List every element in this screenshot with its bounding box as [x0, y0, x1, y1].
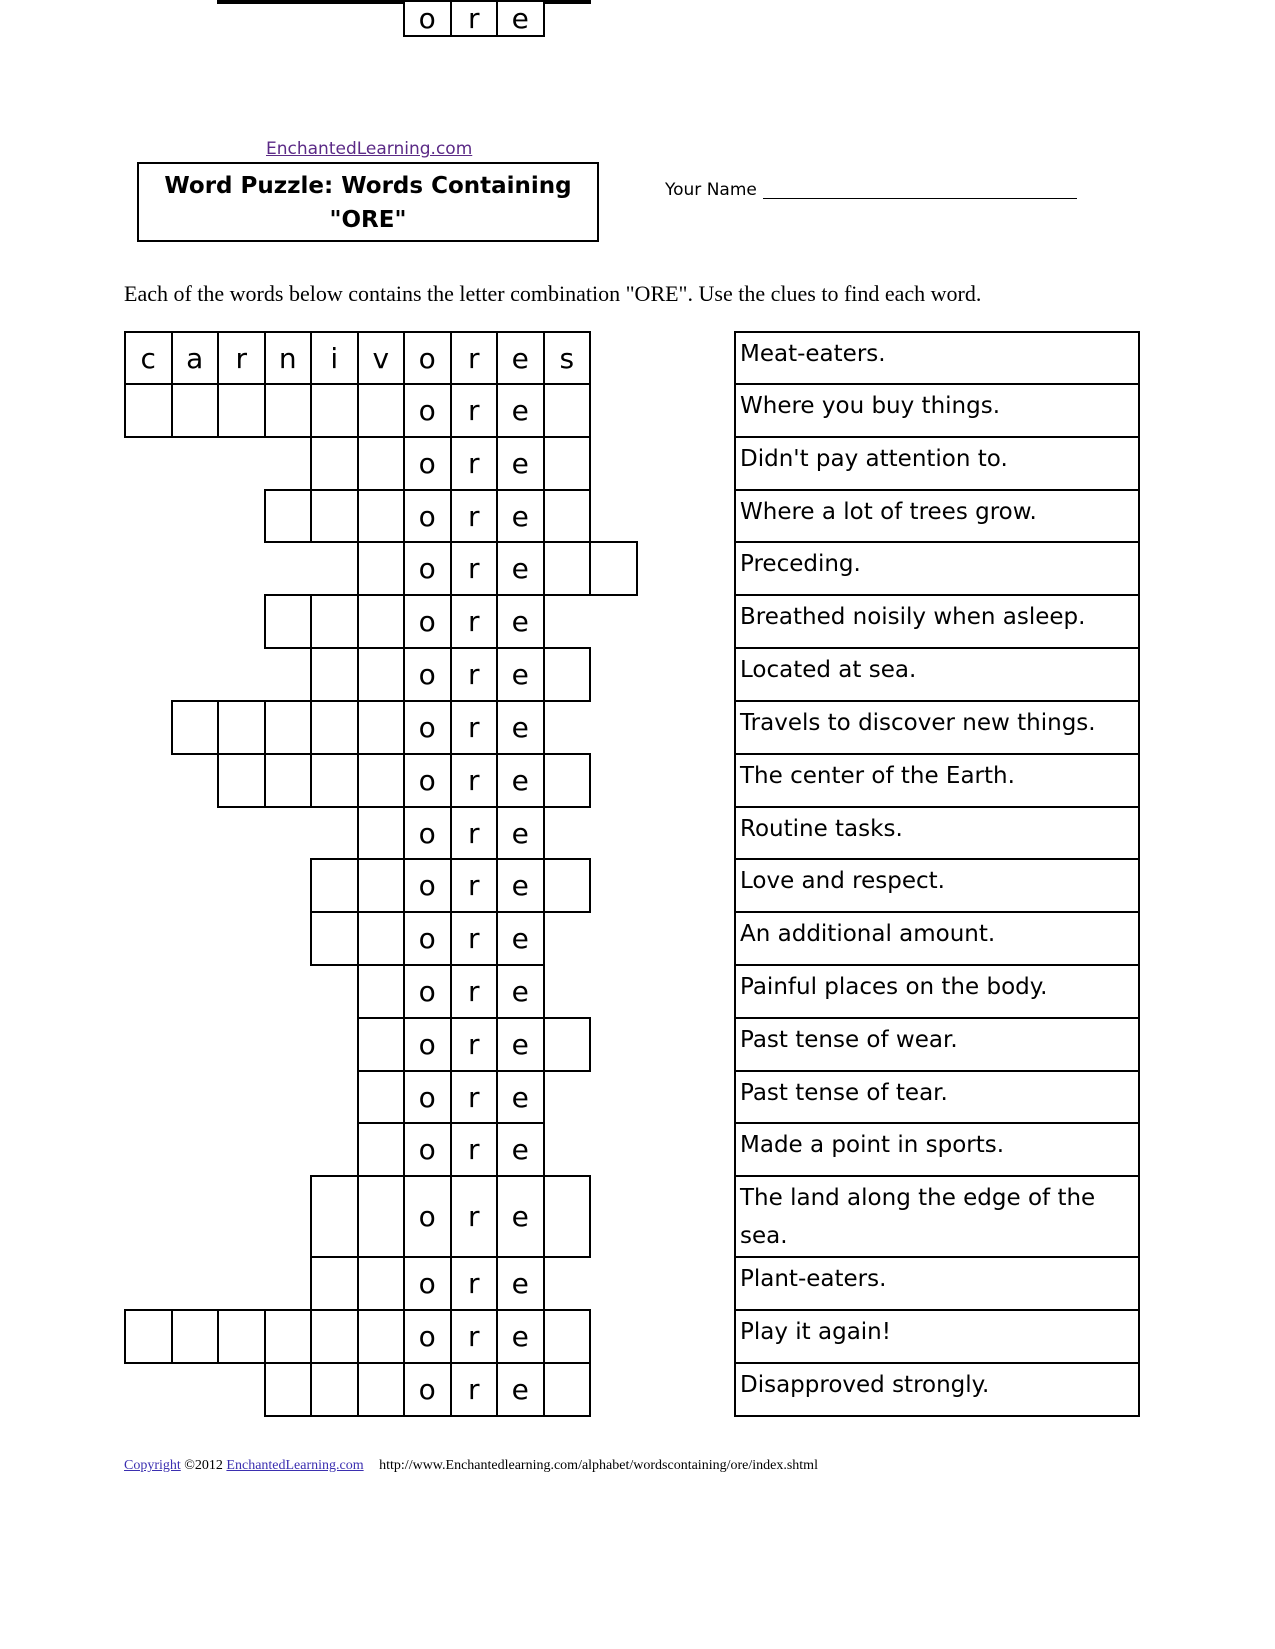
- ore-letter-cell: e: [496, 964, 545, 1019]
- clue-item: Travels to discover new things.: [734, 700, 1140, 755]
- ore-letter-cell: r: [450, 594, 499, 649]
- blank-cell[interactable]: [543, 753, 592, 808]
- ore-letter-cell: r: [450, 1256, 499, 1311]
- blank-cell[interactable]: [543, 541, 592, 596]
- blank-cell[interactable]: [310, 911, 359, 966]
- ore-letter-cell: o: [403, 858, 452, 913]
- blank-cell[interactable]: [310, 436, 359, 491]
- ore-letter-cell: o: [403, 647, 452, 702]
- ore-letter-cell: e: [496, 541, 545, 596]
- blank-cell[interactable]: [264, 700, 313, 755]
- ore-letter-cell: o: [403, 700, 452, 755]
- blank-cell[interactable]: [124, 383, 173, 438]
- blank-cell[interactable]: [543, 647, 592, 702]
- ore-letter-cell: r: [450, 1362, 499, 1417]
- ore-letter-cell: e: [496, 647, 545, 702]
- letter-cell: c: [124, 331, 173, 385]
- blank-cell[interactable]: [357, 1122, 406, 1177]
- ore-letter-cell: e: [496, 1122, 545, 1177]
- blank-cell[interactable]: [543, 1309, 592, 1364]
- ore-letter-cell: o: [403, 594, 452, 649]
- clue-item: Painful places on the body.: [734, 964, 1140, 1019]
- instructions: Each of the words below contains the letter combination "ORE". Use the clues to find each word.: [124, 281, 982, 306]
- blank-cell[interactable]: [310, 0, 359, 4]
- clue-item: Located at sea.: [734, 647, 1140, 702]
- blank-cell[interactable]: [543, 858, 592, 913]
- clue-item: Where you buy things.: [734, 383, 1140, 438]
- letter-cell: r: [217, 331, 266, 385]
- blank-cell[interactable]: [124, 1309, 173, 1364]
- clue-item: Play it again!: [734, 1309, 1140, 1364]
- ore-letter-cell: e: [496, 1070, 545, 1124]
- letter-cell: o: [403, 331, 452, 385]
- blank-cell[interactable]: [310, 594, 359, 649]
- blank-cell[interactable]: [310, 1362, 359, 1417]
- ore-letter-cell: e: [496, 436, 545, 491]
- blank-cell[interactable]: [264, 489, 313, 543]
- ore-letter-cell: o: [403, 911, 452, 966]
- clue-item: The land along the edge of the sea.: [734, 1175, 1140, 1258]
- letter-cell: v: [357, 331, 406, 385]
- clue-item: Made a point in sports.: [734, 1122, 1140, 1177]
- page-title-line2: "ORE": [329, 207, 407, 233]
- blank-cell[interactable]: [357, 1175, 406, 1258]
- ore-letter-cell: o: [403, 964, 452, 1019]
- clue-item: Where a lot of trees grow.: [734, 489, 1140, 543]
- ore-letter-cell: o: [403, 753, 452, 808]
- ore-letter-cell: e: [496, 1309, 545, 1364]
- ore-letter-cell: o: [403, 806, 452, 860]
- blank-cell[interactable]: [357, 1256, 406, 1311]
- footer: [124, 1458, 818, 1474]
- ore-letter-cell: r: [450, 436, 499, 491]
- footer-url: http://www.Enchantedlearning.com/alphabet/wordscontaining/ore/index.shtml: [379, 1458, 818, 1473]
- blank-cell[interactable]: [543, 1017, 592, 1072]
- clue-item: Routine tasks.: [734, 806, 1140, 860]
- clue-item: Past tense of wear.: [734, 1017, 1140, 1072]
- blank-cell[interactable]: [543, 1362, 592, 1417]
- ore-letter-cell: o: [403, 1017, 452, 1072]
- blank-cell[interactable]: [543, 489, 592, 543]
- clue-item: The center of the Earth.: [734, 753, 1140, 808]
- footer-site-link[interactable]: EnchantedLearning.com: [226, 1458, 364, 1473]
- ore-letter-cell: r: [450, 647, 499, 702]
- ore-letter-cell: e: [496, 594, 545, 649]
- blank-cell[interactable]: [357, 806, 406, 860]
- blank-cell[interactable]: [310, 700, 359, 755]
- blank-cell[interactable]: [171, 700, 220, 755]
- ore-letter-cell: r: [450, 753, 499, 808]
- ore-letter-cell: e: [496, 1175, 545, 1258]
- blank-cell[interactable]: [310, 753, 359, 808]
- blank-cell[interactable]: [310, 647, 359, 702]
- blank-cell[interactable]: [357, 1070, 406, 1124]
- ore-letter-cell: e: [496, 700, 545, 755]
- ore-letter-cell: r: [450, 1175, 499, 1258]
- ore-letter-cell: o: [403, 0, 452, 37]
- title-box: [137, 162, 599, 242]
- clue-item: Love and respect.: [734, 858, 1140, 913]
- ore-letter-cell: e: [496, 1256, 545, 1311]
- blank-cell[interactable]: [264, 594, 313, 649]
- blank-cell[interactable]: [217, 700, 266, 755]
- letter-cell: s: [543, 331, 592, 385]
- blank-cell[interactable]: [357, 753, 406, 808]
- ore-letter-cell: o: [403, 1256, 452, 1311]
- ore-letter-cell: o: [403, 1175, 452, 1258]
- blank-cell[interactable]: [543, 1175, 592, 1258]
- clue-item: Past tense of tear.: [734, 1070, 1140, 1124]
- copyright-text: ©2012: [184, 1458, 223, 1473]
- ore-letter-cell: r: [450, 1122, 499, 1177]
- blank-cell[interactable]: [357, 541, 406, 596]
- ore-letter-cell: r: [450, 383, 499, 438]
- blank-cell[interactable]: [310, 489, 359, 543]
- blank-cell[interactable]: [357, 647, 406, 702]
- clue-item: Breathed noisily when asleep.: [734, 594, 1140, 649]
- blank-cell[interactable]: [357, 383, 406, 438]
- ore-letter-cell: e: [496, 0, 545, 37]
- ore-letter-cell: r: [450, 489, 499, 543]
- ore-letter-cell: o: [403, 1070, 452, 1124]
- ore-letter-cell: r: [450, 700, 499, 755]
- blank-cell[interactable]: [357, 489, 406, 543]
- letter-cell: i: [310, 331, 359, 385]
- clue-item: Disapproved strongly.: [734, 1362, 1140, 1417]
- name-field-line[interactable]: [763, 198, 1077, 199]
- ore-letter-cell: r: [450, 858, 499, 913]
- ore-letter-cell: o: [403, 1122, 452, 1177]
- ore-letter-cell: r: [450, 911, 499, 966]
- ore-letter-cell: r: [450, 806, 499, 860]
- blank-cell[interactable]: [264, 753, 313, 808]
- ore-letter-cell: o: [403, 1362, 452, 1417]
- ore-letter-cell: o: [403, 541, 452, 596]
- blank-cell[interactable]: [357, 700, 406, 755]
- blank-cell[interactable]: [543, 0, 592, 4]
- blank-cell[interactable]: [264, 1309, 313, 1364]
- clue-item: Meat-eaters.: [734, 331, 1140, 385]
- clue-item: An additional amount.: [734, 911, 1140, 966]
- ore-letter-cell: e: [496, 911, 545, 966]
- blank-cell[interactable]: [264, 0, 313, 4]
- clue-item: Plant-eaters.: [734, 1256, 1140, 1311]
- blank-cell[interactable]: [310, 1175, 359, 1258]
- clue-item: Preceding.: [734, 541, 1140, 596]
- ore-letter-cell: o: [403, 383, 452, 438]
- blank-cell[interactable]: [357, 436, 406, 491]
- ore-letter-cell: e: [496, 489, 545, 543]
- blank-cell[interactable]: [357, 1309, 406, 1364]
- ore-letter-cell: e: [496, 806, 545, 860]
- blank-cell[interactable]: [217, 1309, 266, 1364]
- blank-cell[interactable]: [357, 1362, 406, 1417]
- blank-cell[interactable]: [264, 1362, 313, 1417]
- blank-cell[interactable]: [357, 594, 406, 649]
- your-name-label: Your Name: [665, 180, 757, 200]
- ore-letter-cell: o: [403, 1309, 452, 1364]
- ore-letter-cell: e: [496, 1017, 545, 1072]
- letter-cell: n: [264, 331, 313, 385]
- blank-cell[interactable]: [310, 383, 359, 438]
- ore-letter-cell: o: [403, 436, 452, 491]
- blank-cell[interactable]: [357, 911, 406, 966]
- page-title-line1: Word Puzzle: Words Containing: [164, 173, 572, 199]
- ore-letter-cell: r: [450, 1017, 499, 1072]
- blank-cell[interactable]: [357, 1017, 406, 1072]
- blank-cell[interactable]: [310, 1309, 359, 1364]
- ore-letter-cell: r: [450, 1309, 499, 1364]
- ore-letter-cell: e: [496, 1362, 545, 1417]
- ore-letter-cell: e: [496, 753, 545, 808]
- blank-cell[interactable]: [217, 0, 266, 4]
- ore-letter-cell: e: [496, 858, 545, 913]
- blank-cell[interactable]: [589, 541, 638, 596]
- blank-cell[interactable]: [357, 858, 406, 913]
- blank-cell[interactable]: [310, 1256, 359, 1311]
- ore-letter-cell: r: [450, 0, 499, 37]
- blank-cell[interactable]: [171, 383, 220, 438]
- blank-cell[interactable]: [357, 964, 406, 1019]
- site-link[interactable]: EnchantedLearning.com: [266, 139, 473, 159]
- blank-cell[interactable]: [310, 858, 359, 913]
- ore-letter-cell: r: [450, 1070, 499, 1124]
- letter-cell: e: [496, 331, 545, 385]
- ore-letter-cell: r: [450, 964, 499, 1019]
- ore-letter-cell: e: [496, 383, 545, 438]
- blank-cell[interactable]: [543, 436, 592, 491]
- blank-cell[interactable]: [357, 0, 406, 4]
- blank-cell[interactable]: [217, 753, 266, 808]
- ore-letter-cell: o: [403, 489, 452, 543]
- blank-cell[interactable]: [171, 1309, 220, 1364]
- blank-cell[interactable]: [264, 383, 313, 438]
- letter-cell: a: [171, 331, 220, 385]
- letter-cell: r: [450, 331, 499, 385]
- ore-letter-cell: r: [450, 541, 499, 596]
- clue-item: Didn't pay attention to.: [734, 436, 1140, 491]
- copyright-link[interactable]: Copyright: [124, 1458, 181, 1473]
- blank-cell[interactable]: [217, 383, 266, 438]
- blank-cell[interactable]: [543, 383, 592, 438]
